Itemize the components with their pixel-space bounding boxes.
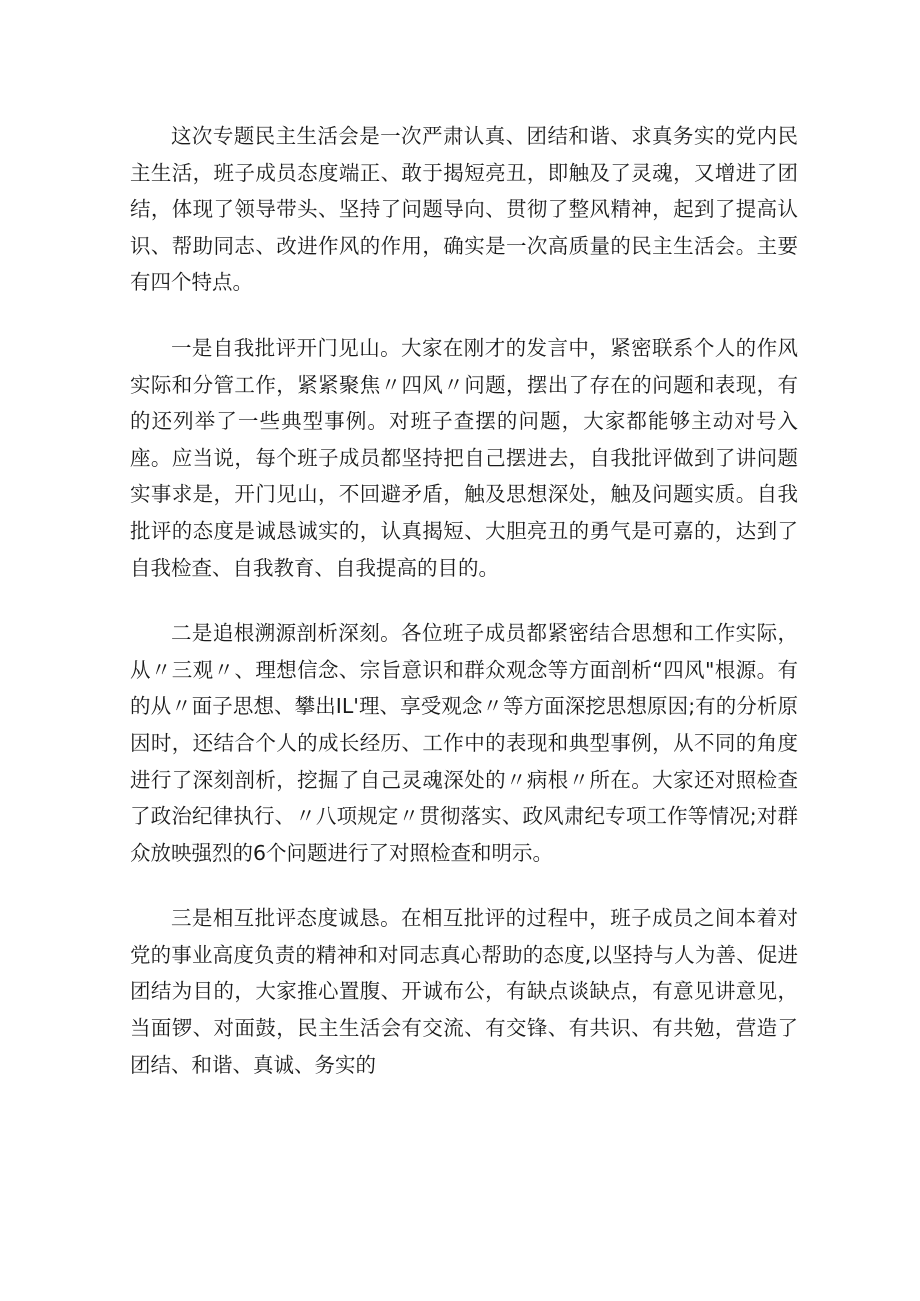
document-body: [130, 118, 798, 1083]
paragraph-point-three: 三是相互批评态度诚恳。在相互批评的过程中，班子成员之间本着对党的事业高度负责的精神和对同志真心帮助的态度,以坚持与人为善、促进团结为目的，大家推心置腹、开诚布公，有缺点谈缺点，有意见讲意见，当面锣、对面鼓，民主生活会有交流、有交锋、有共识、有共勉，营造了团结、和谐、真诚、务实的: [130, 906, 798, 1077]
paragraph-summary: 这次专题民主生活会是一次严肃认真、团结和谐、求真务实的党内民主生活，班子成员态度端正、敢于揭短亮丑，即触及了灵魂，又增进了团结，体现了领导带头、坚持了问题导向、贯彻了整风精神，起到了提高认识、帮助同志、改进作风的作用，确实是一次高质量的民主生活会。主要有四个特点。: [130, 124, 798, 295]
paragraph-point-one: 一是自我批评开门见山。大家在刚才的发言中，紧密联系个人的作风实际和分管工作，紧紧聚焦〃四风〃问题，摆出了存在的问题和表现，有的还列举了一些典型事例。对班子查摆的问题，大家都能够主动对号入座。应当说，每个班子成员都坚持把自己摆进去，自我批评做到了讲问题实事求是，开门见山，不回避矛盾，触及思想深处，触及问题实质。自我批评的态度是诚恳诚实的，认真揭短、大胆亮丑的勇气是可嘉的，达到了自我检查、自我教育、自我提高的目的。: [130, 335, 798, 580]
paragraph-point-two: 二是追根溯源剖析深刻。各位班子成员都紧密结合思想和工作实际，从〃三观〃、理想信念、宗旨意识和群众观念等方面剖析“四风"根源。有的从〃面子思想、攀出IL'理、享受观念〃等方面深挖思想原因;有的分析原因时，还结合个人的成长经历、工作中的表现和典型事例，从不同的角度进行了深刻剖析，挖掘了自己灵魂深处的〃病根〃所在。大家还对照检查了政治纪律执行、〃八项规定〃贯彻落实、政风肃纪专项工作等情况;对群众放映强烈的6个问题进行了对照检查和明示。: [130, 621, 798, 865]
